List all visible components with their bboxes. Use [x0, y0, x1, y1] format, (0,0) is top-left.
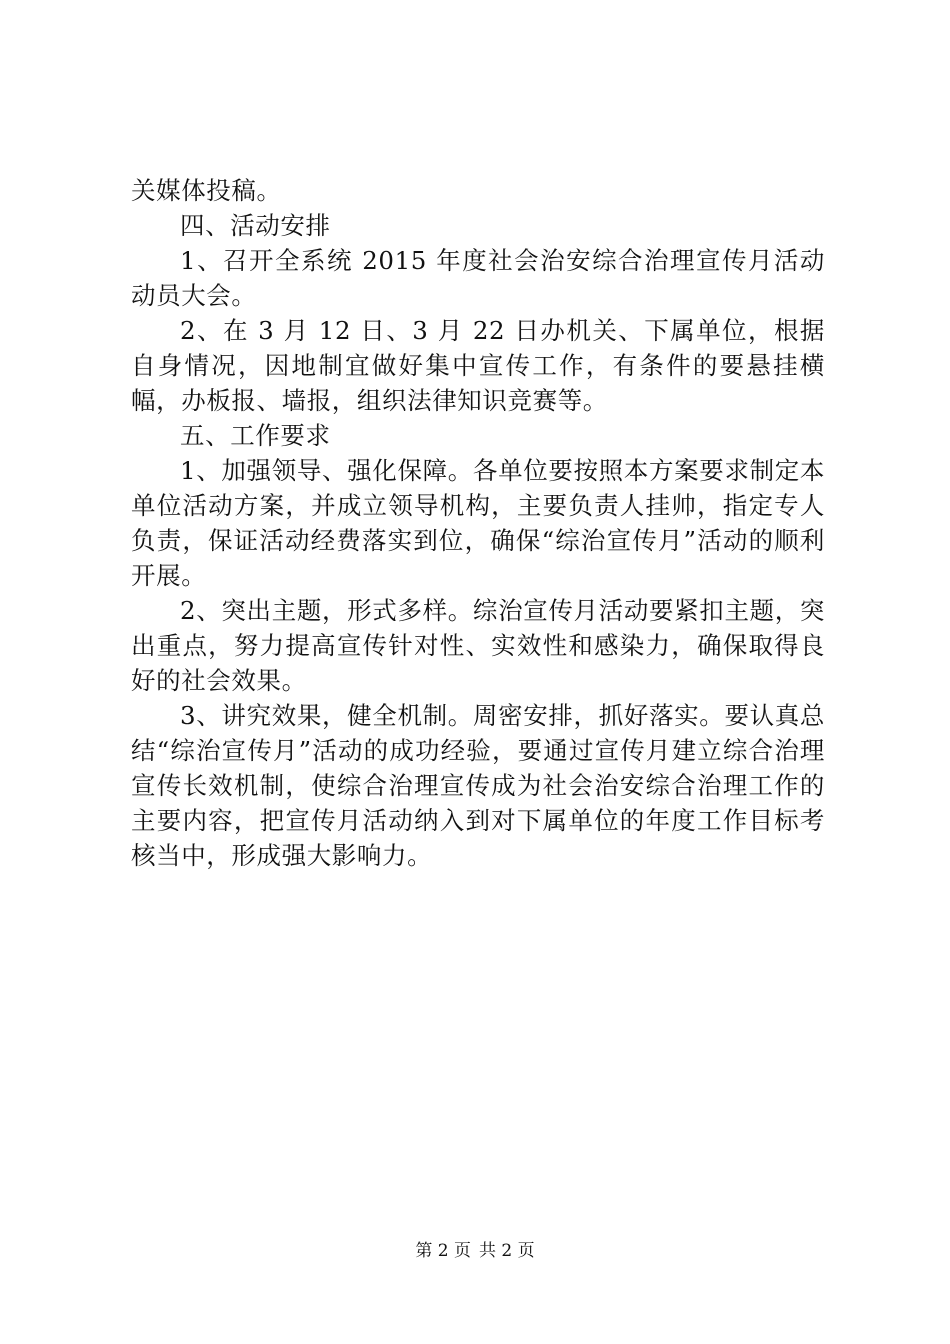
paragraph-requirement-3: 3、讲究效果，健全机制。周密安排，抓好落实。要认真总结“综治宣传月”活动的成功经验，要通过宣传月建立综合治理宣传长效机制，使综合治理宣传成为社会治安综合治理工作的主要内容，把宣传月活动纳入到对下属单位的年度工作目标考核当中，形成强大影响力。 — [131, 701, 825, 870]
page-number: 第 2 页 — [415, 1241, 471, 1261]
paragraph-requirement-1: 1、加强领导、强化保障。各单位要按照本方案要求制定本单位活动方案，并成立领导机构，主要负责人挂帅，指定专人负责，保证活动经费落实到位，确保“综治宣传月”活动的顺利开展。 — [131, 456, 825, 590]
page-footer — [0, 1241, 950, 1261]
section-heading-work-requirements: 五、工作要求 — [180, 421, 331, 450]
section-heading-activity-arrangement: 四、活动安排 — [180, 211, 331, 240]
paragraph-item-2: 2、在 3 月 12 日、3 月 22 日办机关、下属单位，根据自身情况，因地制宜做好集中宣传工作，有条件的要悬挂横幅，办板报、墙报，组织法律知识竞赛等。 — [131, 316, 825, 415]
paragraph-continuation: 关媒体投稿。 — [131, 176, 282, 205]
total-pages: 共 2 页 — [479, 1241, 535, 1261]
document-body — [131, 173, 825, 873]
paragraph-item-1: 1、召开全系统 2015 年度社会治安综合治理宣传月活动动员大会。 — [131, 246, 825, 310]
paragraph-requirement-2: 2、突出主题，形式多样。综治宣传月活动要紧扣主题，突出重点，努力提高宣传针对性、实效性和感染力，确保取得良好的社会效果。 — [131, 596, 825, 695]
